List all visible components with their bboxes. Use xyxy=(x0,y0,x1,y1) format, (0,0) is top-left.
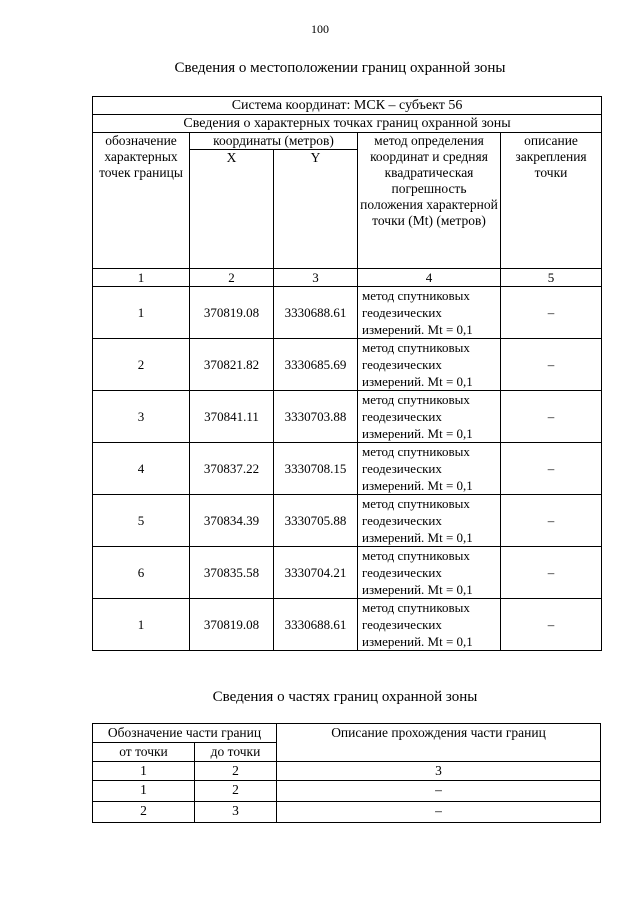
description-cell: – xyxy=(501,547,602,599)
x-cell: 370834.39 xyxy=(190,495,274,547)
y-cell: 3330704.21 xyxy=(274,547,358,599)
y-cell: 3330688.61 xyxy=(274,287,358,339)
method-cell: метод спутниковых геодезических измерений. Mt = 0,1 xyxy=(358,599,501,651)
point-cell: 2 xyxy=(93,339,190,391)
table-row xyxy=(93,781,601,802)
y-cell: 3330688.61 xyxy=(274,599,358,651)
col-number: 1 xyxy=(93,762,195,781)
description-cell: – xyxy=(277,802,601,823)
section-title-parts: Сведения о частях границ охранной зоны xyxy=(212,689,478,705)
col-number: 4 xyxy=(358,269,501,287)
method-header: метод определения координат и средняя квадратическая погрешность положения характерной точки (Mt) (метров) xyxy=(358,133,501,269)
description-cell: – xyxy=(501,443,602,495)
table-row xyxy=(93,547,602,599)
table-row xyxy=(93,443,602,495)
section-title-boundaries: Сведения о местоположении границ охранной зоны xyxy=(174,60,506,76)
method-cell: метод спутниковых геодезических измерений. Mt = 0,1 xyxy=(358,443,501,495)
parts-table xyxy=(92,723,601,823)
point-cell: 6 xyxy=(93,547,190,599)
description-cell: – xyxy=(501,495,602,547)
point-cell: 1 xyxy=(93,287,190,339)
y-cell: 3330703.88 xyxy=(274,391,358,443)
page-number: 100 xyxy=(311,22,329,36)
table-row xyxy=(93,495,602,547)
col-number: 5 xyxy=(501,269,602,287)
method-cell: метод спутниковых геодезических измерений. Mt = 0,1 xyxy=(358,339,501,391)
to-cell: 3 xyxy=(195,802,277,823)
method-cell: метод спутниковых геодезических измерений. Mt = 0,1 xyxy=(358,495,501,547)
y-header: Y xyxy=(274,150,358,269)
to-cell: 2 xyxy=(195,781,277,802)
x-cell: 370819.08 xyxy=(190,599,274,651)
point-cell: 4 xyxy=(93,443,190,495)
x-cell: 370841.11 xyxy=(190,391,274,443)
description-cell: – xyxy=(501,339,602,391)
description-cell: – xyxy=(277,781,601,802)
method-cell: метод спутниковых геодезических измерений. Mt = 0,1 xyxy=(358,547,501,599)
x-cell: 370821.82 xyxy=(190,339,274,391)
method-cell: метод спутниковых геодезических измерений. Mt = 0,1 xyxy=(358,391,501,443)
col-number: 3 xyxy=(274,269,358,287)
col-number: 2 xyxy=(195,762,277,781)
point-cell: 1 xyxy=(93,599,190,651)
y-cell: 3330685.69 xyxy=(274,339,358,391)
method-cell: метод спутниковых геодезических измерений. Mt = 0,1 xyxy=(358,287,501,339)
point-designation-header: обозначение характерных точек границы xyxy=(93,133,190,269)
col-number: 3 xyxy=(277,762,601,781)
points-table xyxy=(92,96,602,651)
coordinate-system-header: Система координат: МСК – субъект 56 xyxy=(93,97,602,115)
col-number: 2 xyxy=(190,269,274,287)
description-header: описание закрепления точки xyxy=(501,133,602,269)
from-cell: 1 xyxy=(93,781,195,802)
x-cell: 370837.22 xyxy=(190,443,274,495)
x-cell: 370819.08 xyxy=(190,287,274,339)
part-description-header: Описание прохождения части границ xyxy=(277,724,601,762)
x-cell: 370835.58 xyxy=(190,547,274,599)
y-cell: 3330705.88 xyxy=(274,495,358,547)
from-cell: 2 xyxy=(93,802,195,823)
part-designation-header: Обозначение части границ xyxy=(93,724,277,743)
point-cell: 5 xyxy=(93,495,190,547)
y-cell: 3330708.15 xyxy=(274,443,358,495)
col-number: 1 xyxy=(93,269,190,287)
table-row xyxy=(93,339,602,391)
description-cell: – xyxy=(501,391,602,443)
table-row xyxy=(93,287,602,339)
description-cell: – xyxy=(501,287,602,339)
points-subtitle-header: Сведения о характерных точках границ охранной зоны xyxy=(93,115,602,133)
from-point-header: от точки xyxy=(93,743,195,762)
description-cell: – xyxy=(501,599,602,651)
x-header: X xyxy=(190,150,274,269)
table-row xyxy=(93,391,602,443)
coordinates-header: координаты (метров) xyxy=(190,133,358,150)
point-cell: 3 xyxy=(93,391,190,443)
table-row xyxy=(93,599,602,651)
table-row xyxy=(93,802,601,823)
to-point-header: до точки xyxy=(195,743,277,762)
